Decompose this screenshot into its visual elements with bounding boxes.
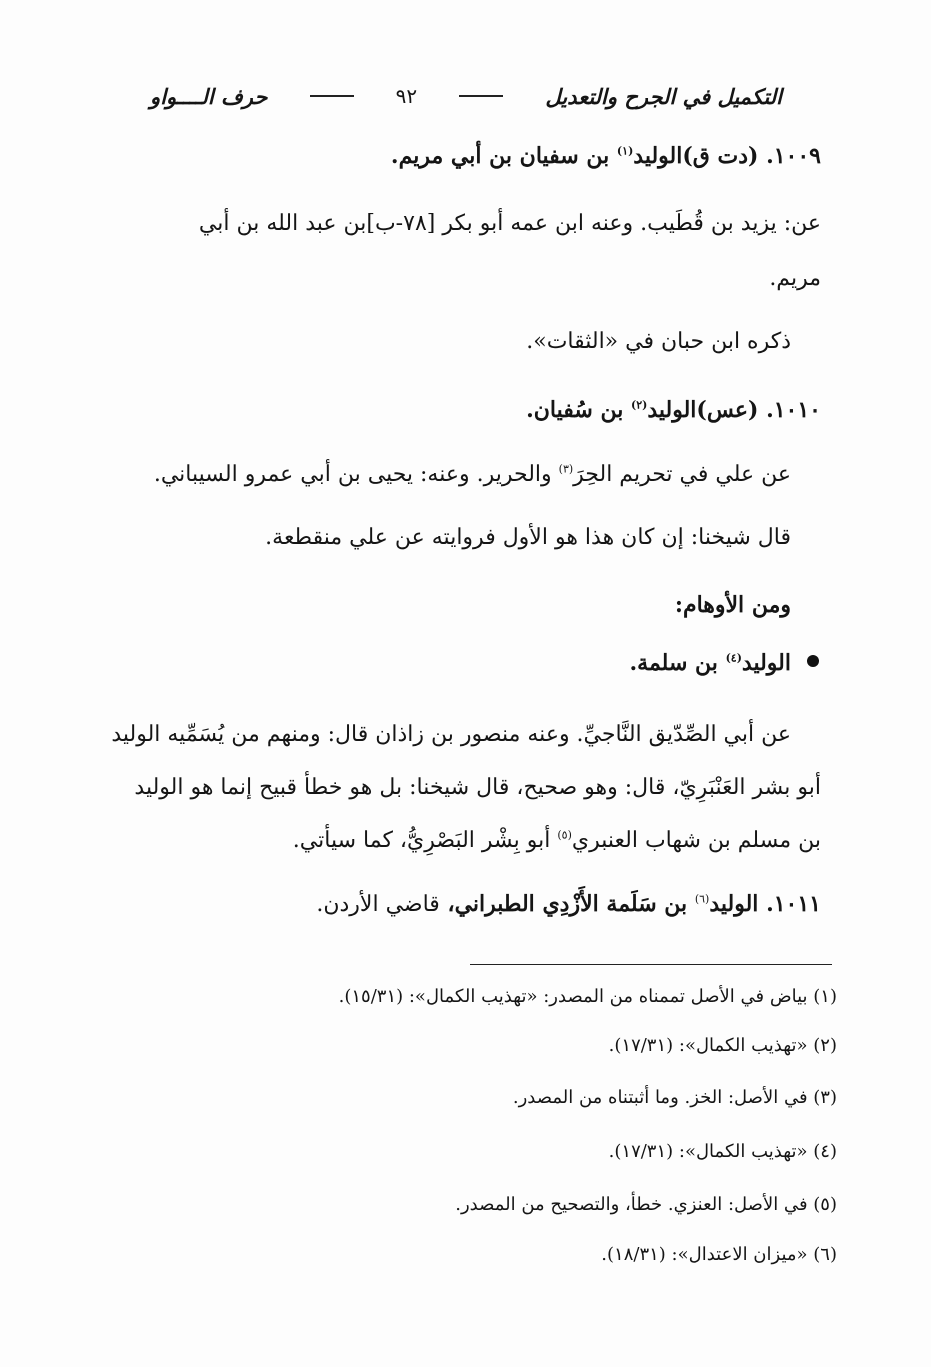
page-number: ٩٢ <box>395 84 418 108</box>
awham-heading: ومن الأوهام: <box>674 592 791 618</box>
awham-entry-title: الوليد$^{(٤)}$ بن سلمة. <box>629 650 791 676</box>
entry-1011-title: ١٠١١. الوليد$^{(٦)}$ بن سَلَمة الأَزْدِي الطبراني، قاضي الأردن. <box>316 891 821 917</box>
footnote-5: (٥) في الأصل: العنزي. خطأ، والتصحيح من المصدر. <box>455 1194 837 1215</box>
footnote-ref: (٥) <box>557 828 572 842</box>
awham-line-2: أبو بشر العَنْبَرِيّ، قال: وهو صحيح، قال شيخنا: بل هو خطأ قبيح إنما هو الوليد <box>134 775 821 800</box>
awham-line-3: بن مسلم بن شهاب العنبري$^{(٥)}$ أبو بِشْر البَصْرِيُّ، كما سيأتي. <box>292 828 821 853</box>
footnote-4: (٤) «تهذيب الكمال»: (١٧/٣١). <box>608 1141 837 1162</box>
bullet-icon <box>807 655 819 667</box>
footnote-1: (١) بياض في الأصل تممناه من المصدر: «تهذيب الكمال»: (١٥/٣١). <box>338 986 837 1007</box>
book-title: التكميل في الجرح والتعديل <box>545 83 782 109</box>
footnote-ref: (٣) <box>558 462 574 476</box>
entry-1010-line-2: قال شيخنا: إن كان هذا هو الأول فروايته عن علي منقطعة. <box>265 525 791 550</box>
entry-1009-line-2: مريم. <box>769 266 821 291</box>
entry-1009-line-1: عن: يزيد بن قُطَيب. وعنه ابن عمه أبو بكر [٧٨-ب]بن عبد الله بن أبي <box>198 211 821 236</box>
header-dash <box>459 95 503 97</box>
entry-1010-title: ١٠١٠. (عس)الوليد$^{(٢)}$ بن سُفيان. <box>526 397 821 423</box>
footnote-ref: (٤) <box>725 651 742 665</box>
footnote-3: (٣) في الأصل: الخز. وما أثبتناه من المصدر. <box>512 1087 837 1108</box>
awham-line-1: عن أبي الصِّدّيق النَّاجيِّ. وعنه منصور بن زاذان قال: ومنهم من يُسَمِّيه الوليد <box>111 722 791 747</box>
footnote-ref: (٦) <box>694 892 710 906</box>
entry-1010-line-1: عن علي في تحريم الحِرَ$^{(٣)}$ والحرير. وعنه: يحيى بن أبي عمرو السيباني. <box>153 462 791 487</box>
footnote-2: (٢) «تهذيب الكمال»: (١٧/٣١). <box>608 1035 837 1056</box>
running-header <box>150 76 782 116</box>
entry-1009-title: ١٠٠٩. (دت ق)الوليد$^{(١)}$ بن سفيان بن أبي مريم. <box>390 143 821 169</box>
entry-1009-line-3: ذكره ابن حبان في «الثقات». <box>526 329 791 354</box>
header-dash <box>310 95 354 97</box>
footnote-separator <box>470 964 832 965</box>
footnote-ref: (١) <box>616 144 634 158</box>
section-title: حرف الــــواو <box>150 83 268 109</box>
footnote-6: (٦) «ميزان الاعتدال»: (١٨/٣١). <box>601 1244 837 1265</box>
footnote-ref: (٢) <box>630 398 648 412</box>
